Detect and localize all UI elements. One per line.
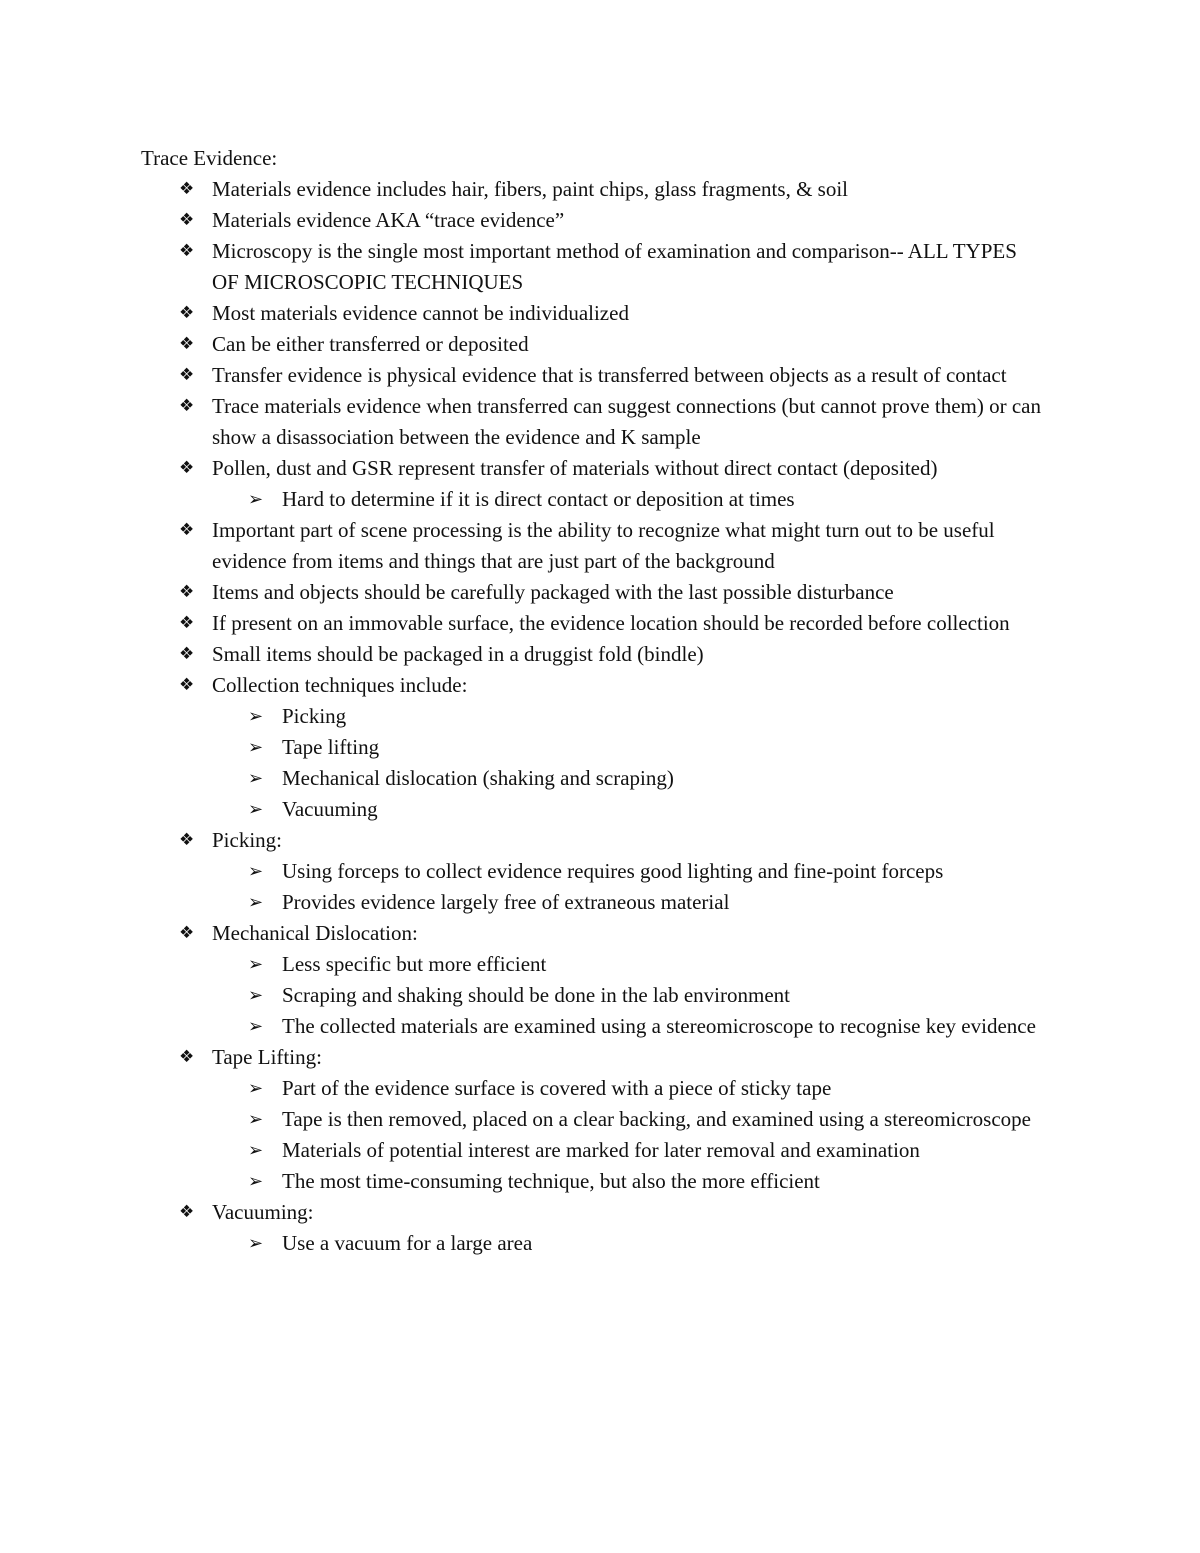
item-text: Scraping and shaking should be done in the lab environment <box>282 983 790 1007</box>
diamond-bullet-icon: ❖ <box>179 334 195 354</box>
item-text: Mechanical dislocation (shaking and scraping) <box>282 766 674 790</box>
bullet-item <box>0 918 1044 949</box>
sub-bullet-item <box>0 763 1044 794</box>
item-text: The most time-consuming technique, but also the more efficient <box>282 1169 820 1193</box>
bullet-item <box>0 174 1044 205</box>
arrow-bullet-icon: ➢ <box>248 1078 264 1099</box>
item-text: Pollen, dust and GSR represent transfer of materials without direct contact (deposited) <box>212 456 938 480</box>
diamond-bullet-icon: ❖ <box>179 1202 195 1222</box>
diamond-bullet-icon: ❖ <box>179 458 195 478</box>
sub-bullet-item <box>0 484 1044 515</box>
arrow-bullet-icon: ➢ <box>248 892 264 913</box>
diamond-bullet-icon: ❖ <box>179 644 195 664</box>
item-text: Materials of potential interest are marked for later removal and examination <box>282 1138 920 1162</box>
bullet-item <box>0 1197 1044 1228</box>
item-text: If present on an immovable surface, the evidence location should be recorded before collection <box>212 611 1010 635</box>
bullet-item <box>0 670 1044 701</box>
bullet-item <box>0 329 1044 360</box>
sub-bullet-item <box>0 701 1044 732</box>
arrow-bullet-icon: ➢ <box>248 1233 264 1254</box>
sub-bullet-item <box>0 980 1044 1011</box>
item-text: Trace materials evidence when transferred can suggest connections (but cannot prove them) or can show a disassociation between the evidence and K sample <box>212 394 1041 449</box>
item-text: Less specific but more efficient <box>282 952 547 976</box>
diamond-bullet-icon: ❖ <box>179 582 195 602</box>
sub-bullet-item <box>0 856 1044 887</box>
arrow-bullet-icon: ➢ <box>248 1109 264 1130</box>
item-text: Picking: <box>212 828 283 852</box>
item-text: Picking <box>282 704 347 728</box>
bullet-list <box>0 174 1200 1259</box>
item-text: Small items should be packaged in a druggist fold (bindle) <box>212 642 704 666</box>
sub-bullet-item <box>0 949 1044 980</box>
arrow-bullet-icon: ➢ <box>248 706 264 727</box>
diamond-bullet-icon: ❖ <box>179 520 195 540</box>
item-text: Important part of scene processing is the ability to recognize what might turn out to be useful evidence from items and things that are just part of the background <box>212 518 995 573</box>
sub-bullet-item <box>0 887 1044 918</box>
diamond-bullet-icon: ❖ <box>179 613 195 633</box>
diamond-bullet-icon: ❖ <box>179 179 195 199</box>
sub-bullet-item <box>0 794 1044 825</box>
item-text: Tape lifting <box>282 735 380 759</box>
item-text: The collected materials are examined using a stereomicroscope to recognise key evidence <box>282 1014 1036 1038</box>
arrow-bullet-icon: ➢ <box>248 1140 264 1161</box>
sub-bullet-item <box>0 1073 1044 1104</box>
arrow-bullet-icon: ➢ <box>248 737 264 758</box>
item-text: Use a vacuum for a large area <box>282 1231 533 1255</box>
bullet-item <box>0 577 1044 608</box>
item-text: Materials evidence includes hair, fibers, paint chips, glass fragments, & soil <box>212 177 848 201</box>
bullet-item <box>0 236 1044 298</box>
item-text: Tape is then removed, placed on a clear backing, and examined using a stereomicroscope <box>282 1107 1031 1131</box>
arrow-bullet-icon: ➢ <box>248 954 264 975</box>
bullet-item <box>0 298 1044 329</box>
arrow-bullet-icon: ➢ <box>248 489 264 510</box>
sub-bullet-item <box>0 1104 1044 1135</box>
arrow-bullet-icon: ➢ <box>248 1171 264 1192</box>
item-text: Tape Lifting: <box>212 1045 322 1069</box>
bullet-item <box>0 453 1044 484</box>
item-text: Transfer evidence is physical evidence that is transferred between objects as a result of contact <box>212 363 1007 387</box>
diamond-bullet-icon: ❖ <box>179 675 195 695</box>
diamond-bullet-icon: ❖ <box>179 396 195 416</box>
sub-bullet-item <box>0 1135 1044 1166</box>
item-text: Can be either transferred or deposited <box>212 332 529 356</box>
item-text: Part of the evidence surface is covered with a piece of sticky tape <box>282 1076 832 1100</box>
item-text: Mechanical Dislocation: <box>212 921 418 945</box>
diamond-bullet-icon: ❖ <box>179 923 195 943</box>
item-text: Most materials evidence cannot be individualized <box>212 301 629 325</box>
bullet-item <box>0 391 1044 453</box>
bullet-item <box>0 205 1044 236</box>
sub-bullet-item <box>0 1011 1044 1042</box>
bullet-item <box>0 360 1044 391</box>
item-text: Microscopy is the single most important method of examination and comparison-- ALL TYPES OF MICROSCOPIC TECHNIQUES <box>212 239 1017 294</box>
item-text: Vacuuming <box>282 797 378 821</box>
bullet-item <box>0 608 1044 639</box>
item-text: Using forceps to collect evidence requires good lighting and fine-point forceps <box>282 859 944 883</box>
arrow-bullet-icon: ➢ <box>248 799 264 820</box>
item-text: Hard to determine if it is direct contact or deposition at times <box>282 487 795 511</box>
arrow-bullet-icon: ➢ <box>248 1016 264 1037</box>
document-heading: Trace Evidence: <box>141 146 278 170</box>
bullet-item <box>0 639 1044 670</box>
diamond-bullet-icon: ❖ <box>179 830 195 850</box>
item-text: Items and objects should be carefully packaged with the last possible disturbance <box>212 580 894 604</box>
bullet-item <box>0 825 1044 856</box>
diamond-bullet-icon: ❖ <box>179 365 195 385</box>
item-text: Collection techniques include: <box>212 673 468 697</box>
sub-bullet-item <box>0 1228 1044 1259</box>
item-text: Provides evidence largely free of extraneous material <box>282 890 730 914</box>
diamond-bullet-icon: ❖ <box>179 303 195 323</box>
arrow-bullet-icon: ➢ <box>248 768 264 789</box>
arrow-bullet-icon: ➢ <box>248 985 264 1006</box>
bullet-item <box>0 1042 1044 1073</box>
bullet-item <box>0 515 1044 577</box>
item-text: Vacuuming: <box>212 1200 314 1224</box>
sub-bullet-item <box>0 1166 1044 1197</box>
sub-bullet-item <box>0 732 1044 763</box>
arrow-bullet-icon: ➢ <box>248 861 264 882</box>
item-text: Materials evidence AKA “trace evidence” <box>212 208 565 232</box>
diamond-bullet-icon: ❖ <box>179 210 195 230</box>
diamond-bullet-icon: ❖ <box>179 1047 195 1067</box>
diamond-bullet-icon: ❖ <box>179 241 195 261</box>
